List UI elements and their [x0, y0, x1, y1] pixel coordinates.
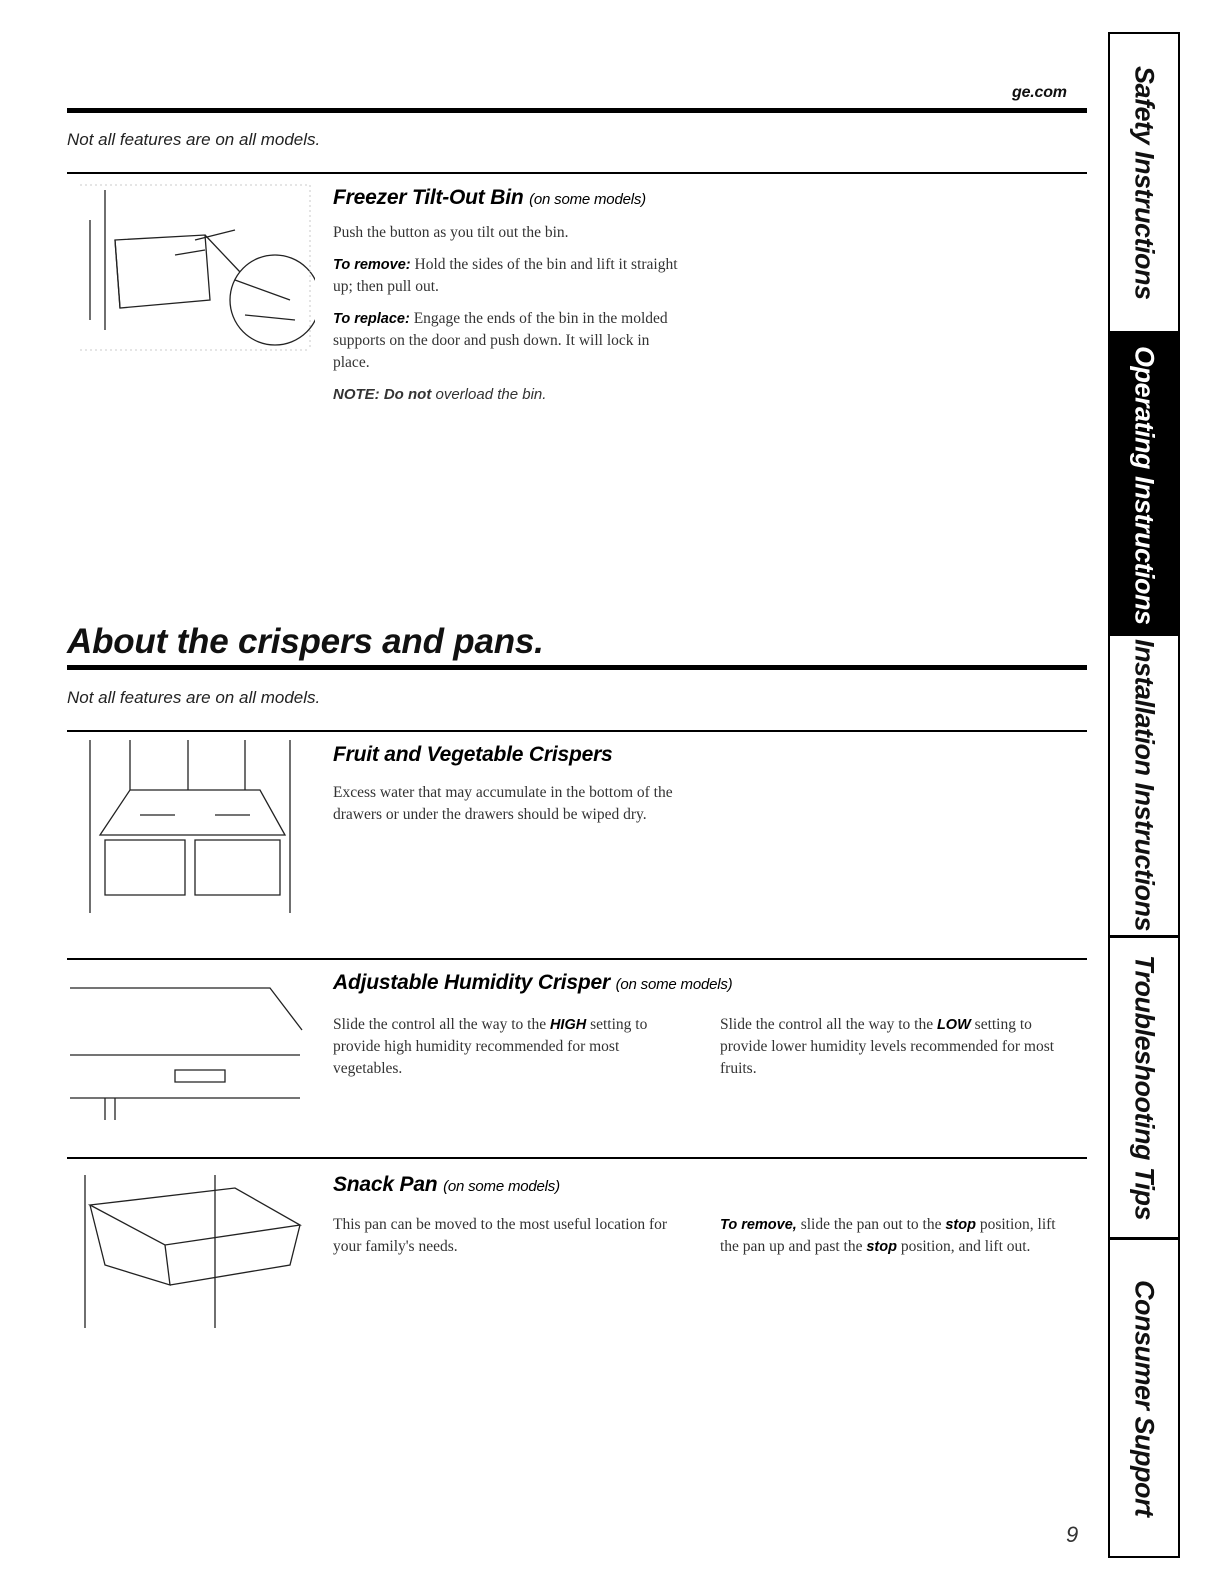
freezer-bin-note: NOTE: Do not overload the bin.: [333, 386, 547, 403]
top-rule: [67, 108, 1087, 113]
divider-freezer: [67, 172, 1087, 174]
humidity-qualifier: (on some models): [615, 976, 733, 993]
crispers-illustration: [80, 735, 310, 915]
freezer-bin-body: [333, 222, 678, 406]
humidity-right-text: Slide the control all the way to the LOW setting to provide lower humidity levels recommended for most fruits.: [720, 1016, 1055, 1077]
divider-snack: [67, 1157, 1087, 1159]
freezer-bin-replace: To replace: Engage the ends of the bin in the molded supports on the door and push down. It will lock in place.: [333, 310, 668, 371]
snack-heading: [333, 1173, 560, 1197]
crispers-heading: Fruit and Vegetable Crispers: [333, 743, 613, 766]
site-url: ge.com: [1012, 84, 1067, 101]
section-title: About the crispers and pans.: [67, 622, 544, 661]
freezer-bin-p1: Push the button as you tilt out the bin.: [333, 224, 569, 241]
humidity-heading: [333, 971, 732, 995]
section-tabs: [1108, 32, 1180, 1558]
tab-safety-instructions[interactable]: Safety Instructions: [1110, 34, 1178, 334]
humidity-left-text: Slide the control all the way to the HIGH setting to provide high humidity recommended for most vegetables.: [333, 1016, 648, 1077]
humidity-title: Adjustable Humidity Crisper: [333, 971, 610, 994]
tab-operating-instructions[interactable]: Operating Instructions: [1110, 334, 1178, 636]
page-number: 9: [1066, 1522, 1079, 1547]
section-rule: [67, 665, 1087, 670]
divider-crispers: [67, 730, 1087, 732]
humidity-crisper-illustration: [70, 970, 310, 1130]
model-note-section: Not all features are on all models.: [67, 688, 321, 707]
snack-qualifier: (on some models): [443, 1178, 560, 1195]
freezer-bin-heading: [333, 186, 646, 210]
snack-left-text: This pan can be moved to the most useful location for your family's needs.: [333, 1216, 668, 1255]
snack-pan-illustration: [75, 1170, 315, 1330]
snack-title: Snack Pan: [333, 1173, 438, 1196]
freezer-bin-qualifier: (on some models): [529, 191, 646, 208]
tab-troubleshooting-tips[interactable]: Troubleshooting Tips: [1110, 938, 1178, 1240]
freezer-bin-remove: To remove: Hold the sides of the bin and lift it straight up; then pull out.: [333, 256, 678, 295]
freezer-bin-illustration: [75, 180, 315, 360]
model-note-top: Not all features are on all models.: [67, 130, 321, 149]
tab-installation-instructions[interactable]: Installation Instructions: [1110, 636, 1178, 938]
snack-right-text: To remove, slide the pan out to the stop position, lift the pan up and past the stop position, and lift out.: [720, 1216, 1056, 1255]
divider-humidity: [67, 958, 1087, 960]
crispers-text: Excess water that may accumulate in the bottom of the drawers or under the drawers should be wiped dry.: [333, 784, 673, 823]
freezer-bin-title: Freezer Tilt-Out Bin: [333, 186, 524, 209]
tab-consumer-support[interactable]: Consumer Support: [1129, 1279, 1160, 1517]
